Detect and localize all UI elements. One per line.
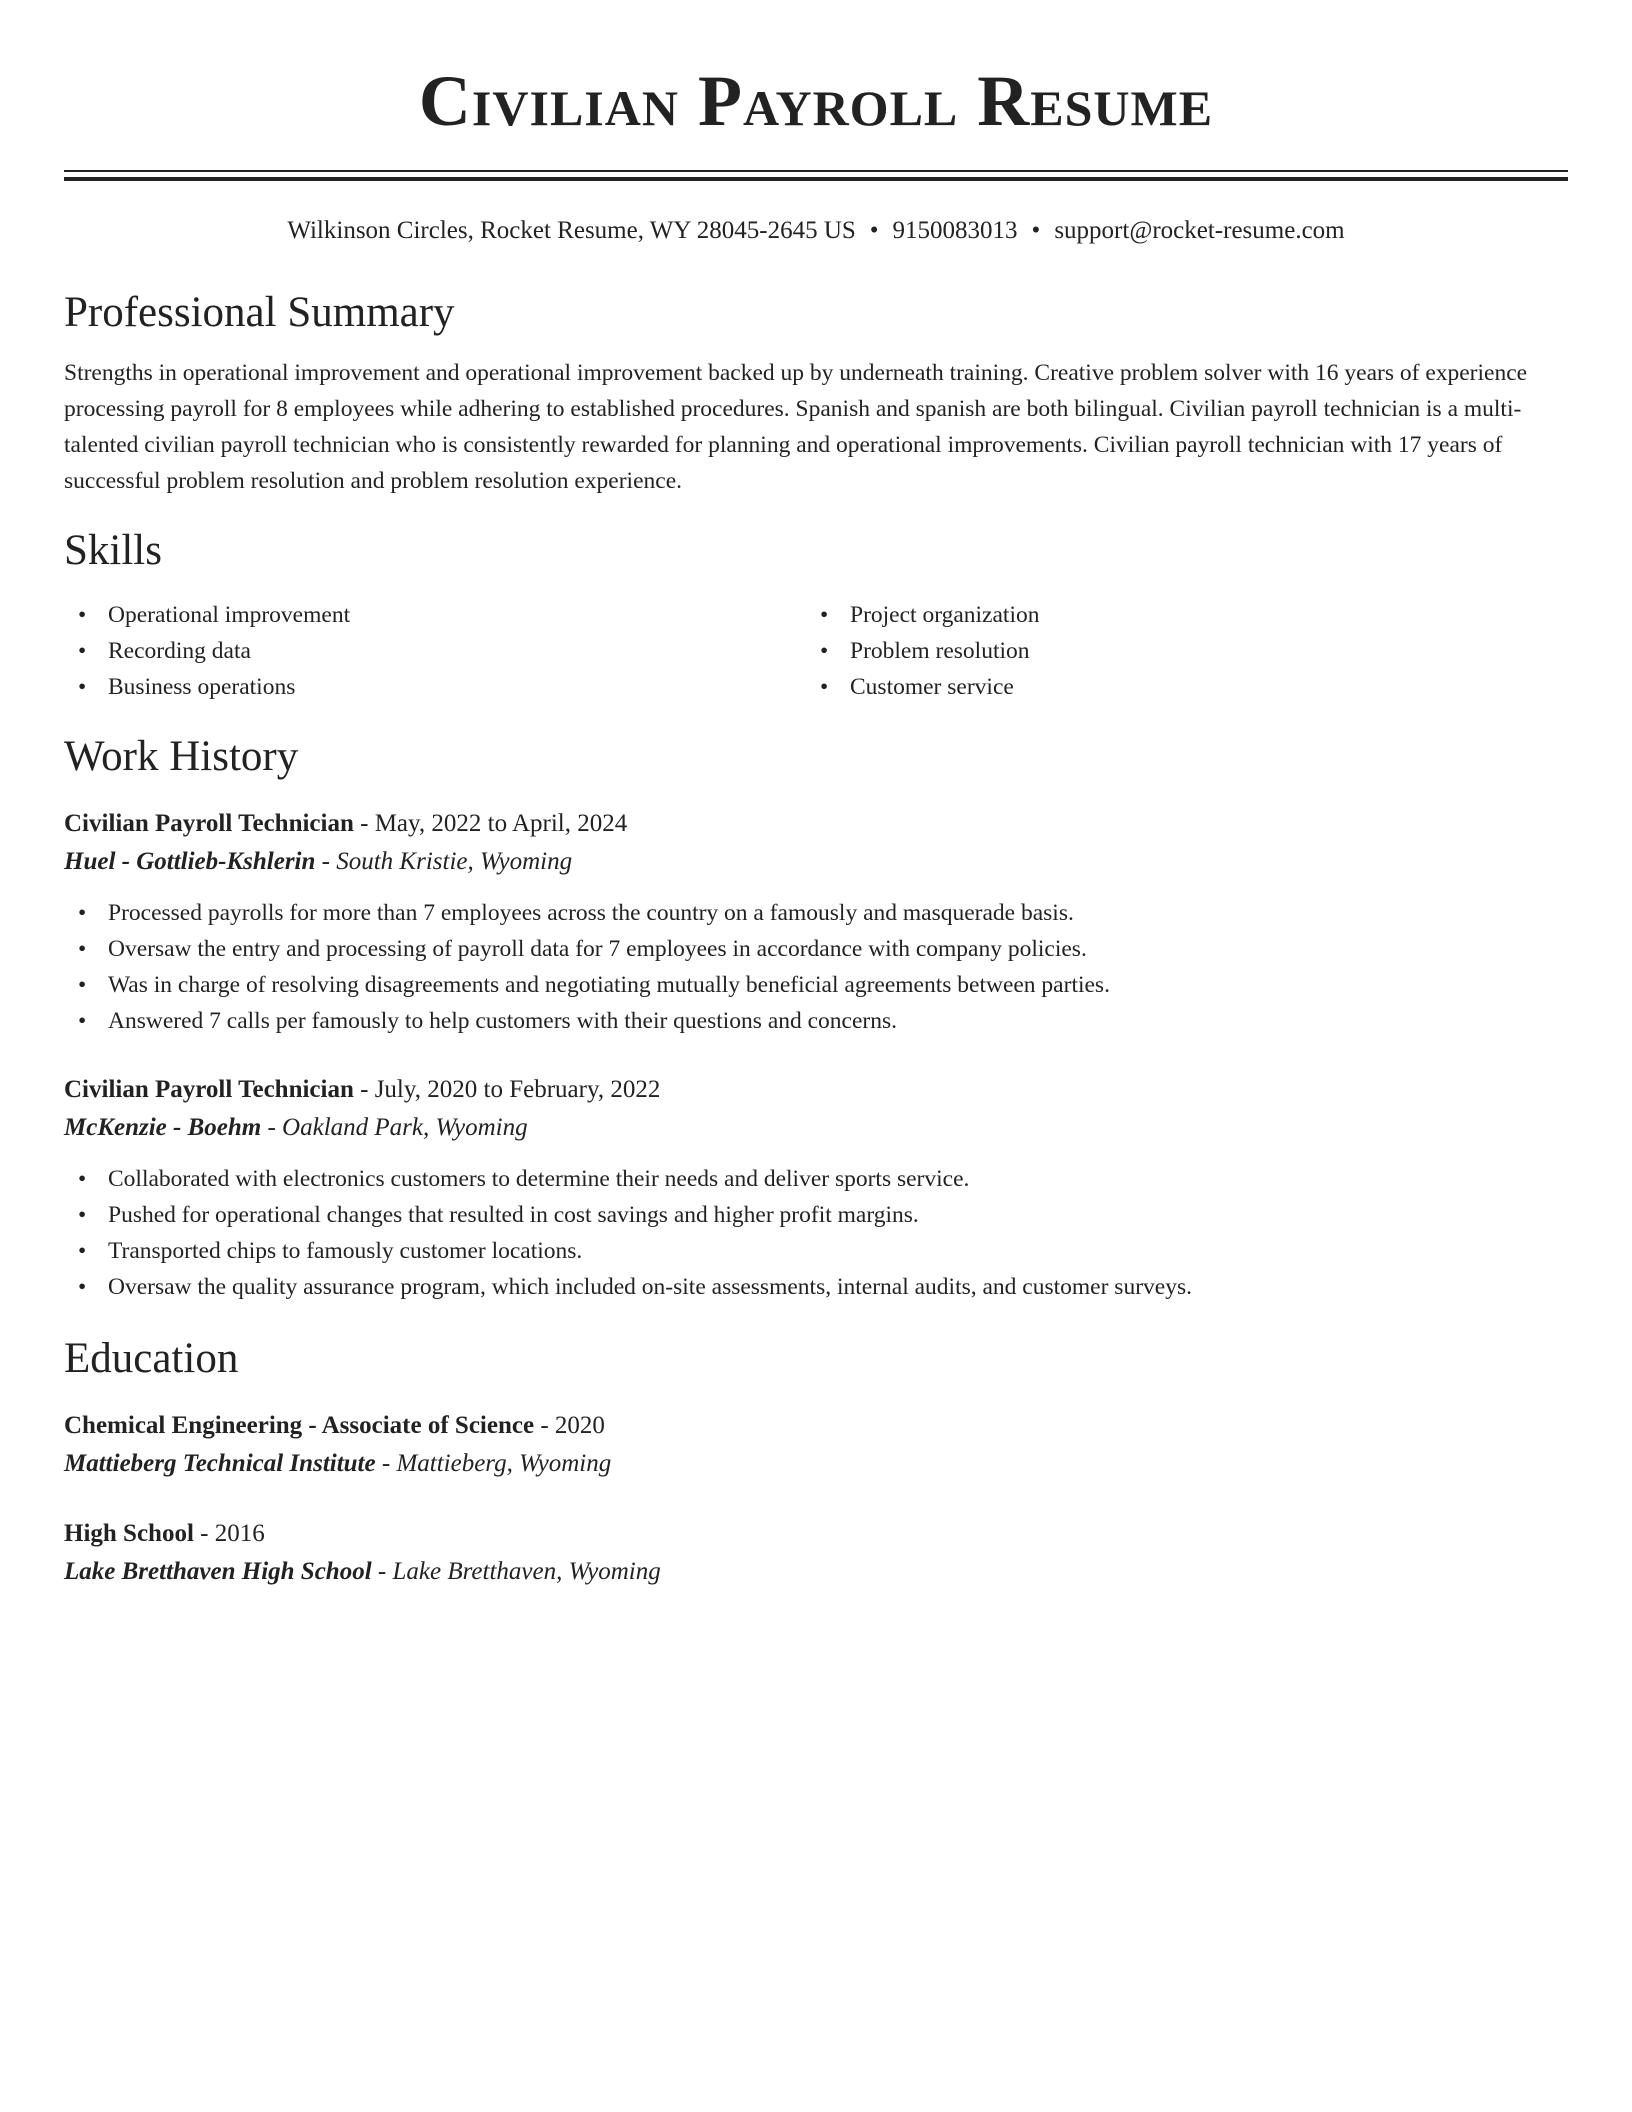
work-history-heading: Work History xyxy=(64,733,299,780)
skill-item: • Project organization xyxy=(806,597,1568,633)
skill-item: • Customer service xyxy=(806,669,1568,705)
school-name: Mattieberg Technical Institute xyxy=(64,1450,376,1477)
job-bullet: • Transported chips to famously customer locations. xyxy=(64,1233,1568,1269)
degree: High School xyxy=(64,1520,194,1547)
job-location: Oakland Park, Wyoming xyxy=(282,1114,528,1141)
skill-item: • Operational improvement xyxy=(64,597,806,633)
degree-line xyxy=(64,1515,1568,1553)
dash: - xyxy=(540,1412,549,1439)
job-bullet: • Answered 7 calls per famously to help customers with their questions and concerns. xyxy=(64,1003,1568,1039)
contact-line xyxy=(64,215,1568,247)
page-title: Civilian Payroll Resume xyxy=(418,61,1214,141)
education-entry xyxy=(64,1407,1568,1483)
education-entry xyxy=(64,1515,1568,1591)
school-line xyxy=(64,1445,1568,1483)
skill-item: • Recording data xyxy=(64,633,806,669)
skills-column-left xyxy=(64,597,806,705)
job-company-line xyxy=(64,843,1568,881)
job-company-line xyxy=(64,1109,1568,1147)
education-heading: Education xyxy=(64,1335,239,1382)
job-bullet: • Collaborated with electronics customers to determine their needs and deliver sports service. xyxy=(64,1161,1568,1197)
job-entry xyxy=(64,805,1568,1039)
skills-column-right xyxy=(806,597,1568,705)
dash: - xyxy=(267,1114,276,1141)
job-company: Huel - Gottlieb-Kshlerin xyxy=(64,848,316,875)
dash: - xyxy=(200,1520,209,1547)
job-bullet: • Oversaw the entry and processing of payroll data for 7 employees in accordance with company policies. xyxy=(64,931,1568,967)
school-location: Mattieberg, Wyoming xyxy=(396,1450,612,1477)
school-name: Lake Bretthaven High School xyxy=(64,1558,372,1585)
title-divider xyxy=(64,170,1568,181)
contact-address: Wilkinson Circles, Rocket Resume, WY 28045-2645 US xyxy=(287,217,856,244)
school-location: Lake Bretthaven, Wyoming xyxy=(392,1558,661,1585)
summary-text: Strengths in operational improvement and operational improvement backed up by underneath training. Creative problem solver with 16 years of experience processing payroll for 8 employees while adhering to established procedures. Spanish and spanish are both bilingual. Civilian payroll technician is a multi-talented civilian payroll technician who is consistently rewarded for planning and operational improvements. Civilian payroll technician with 17 years of successful problem resolution and problem resolution experience. xyxy=(64,360,1528,494)
contact-separator: • xyxy=(1031,217,1041,244)
degree-line xyxy=(64,1407,1568,1445)
job-bullet: • Processed payrolls for more than 7 employees across the country on a famously and masquerade basis. xyxy=(64,895,1568,931)
job-bullet: • Pushed for operational changes that resulted in cost savings and higher profit margins. xyxy=(64,1197,1568,1233)
job-company: McKenzie - Boehm xyxy=(64,1114,262,1141)
degree: Chemical Engineering - Associate of Science xyxy=(64,1412,535,1439)
job-title-line xyxy=(64,805,1568,843)
dash: - xyxy=(377,1558,387,1585)
dash: - xyxy=(360,1076,369,1103)
job-title: Civilian Payroll Technician xyxy=(64,1076,354,1103)
contact-email[interactable]: support@rocket-resume.com xyxy=(1054,217,1345,244)
job-bullet: • Oversaw the quality assurance program, which included on-site assessments, internal audits, and customer surveys. xyxy=(64,1269,1568,1305)
dash: - xyxy=(381,1450,391,1477)
job-title: Civilian Payroll Technician xyxy=(64,810,354,837)
job-title-line xyxy=(64,1071,1568,1109)
job-location: South Kristie, Wyoming xyxy=(336,848,573,875)
job-bullets xyxy=(64,895,1568,1039)
skill-item: • Business operations xyxy=(64,669,806,705)
dash: - xyxy=(360,810,369,837)
dash: - xyxy=(321,848,330,875)
school-line xyxy=(64,1553,1568,1591)
graduation-year: 2020 xyxy=(554,1412,605,1439)
summary-heading: Professional Summary xyxy=(64,289,455,336)
skills-heading: Skills xyxy=(64,527,162,574)
contact-phone[interactable]: 9150083013 xyxy=(892,217,1018,244)
job-entry xyxy=(64,1071,1568,1305)
graduation-year: 2016 xyxy=(214,1520,265,1547)
skills-list xyxy=(64,597,1568,705)
contact-separator: • xyxy=(869,217,879,244)
skill-item: • Problem resolution xyxy=(806,633,1568,669)
job-dates: July, 2020 to February, 2022 xyxy=(374,1076,661,1103)
job-bullet: • Was in charge of resolving disagreements and negotiating mutually beneficial agreements between parties. xyxy=(64,967,1568,1003)
job-bullets xyxy=(64,1161,1568,1305)
job-dates: May, 2022 to April, 2024 xyxy=(374,810,628,837)
